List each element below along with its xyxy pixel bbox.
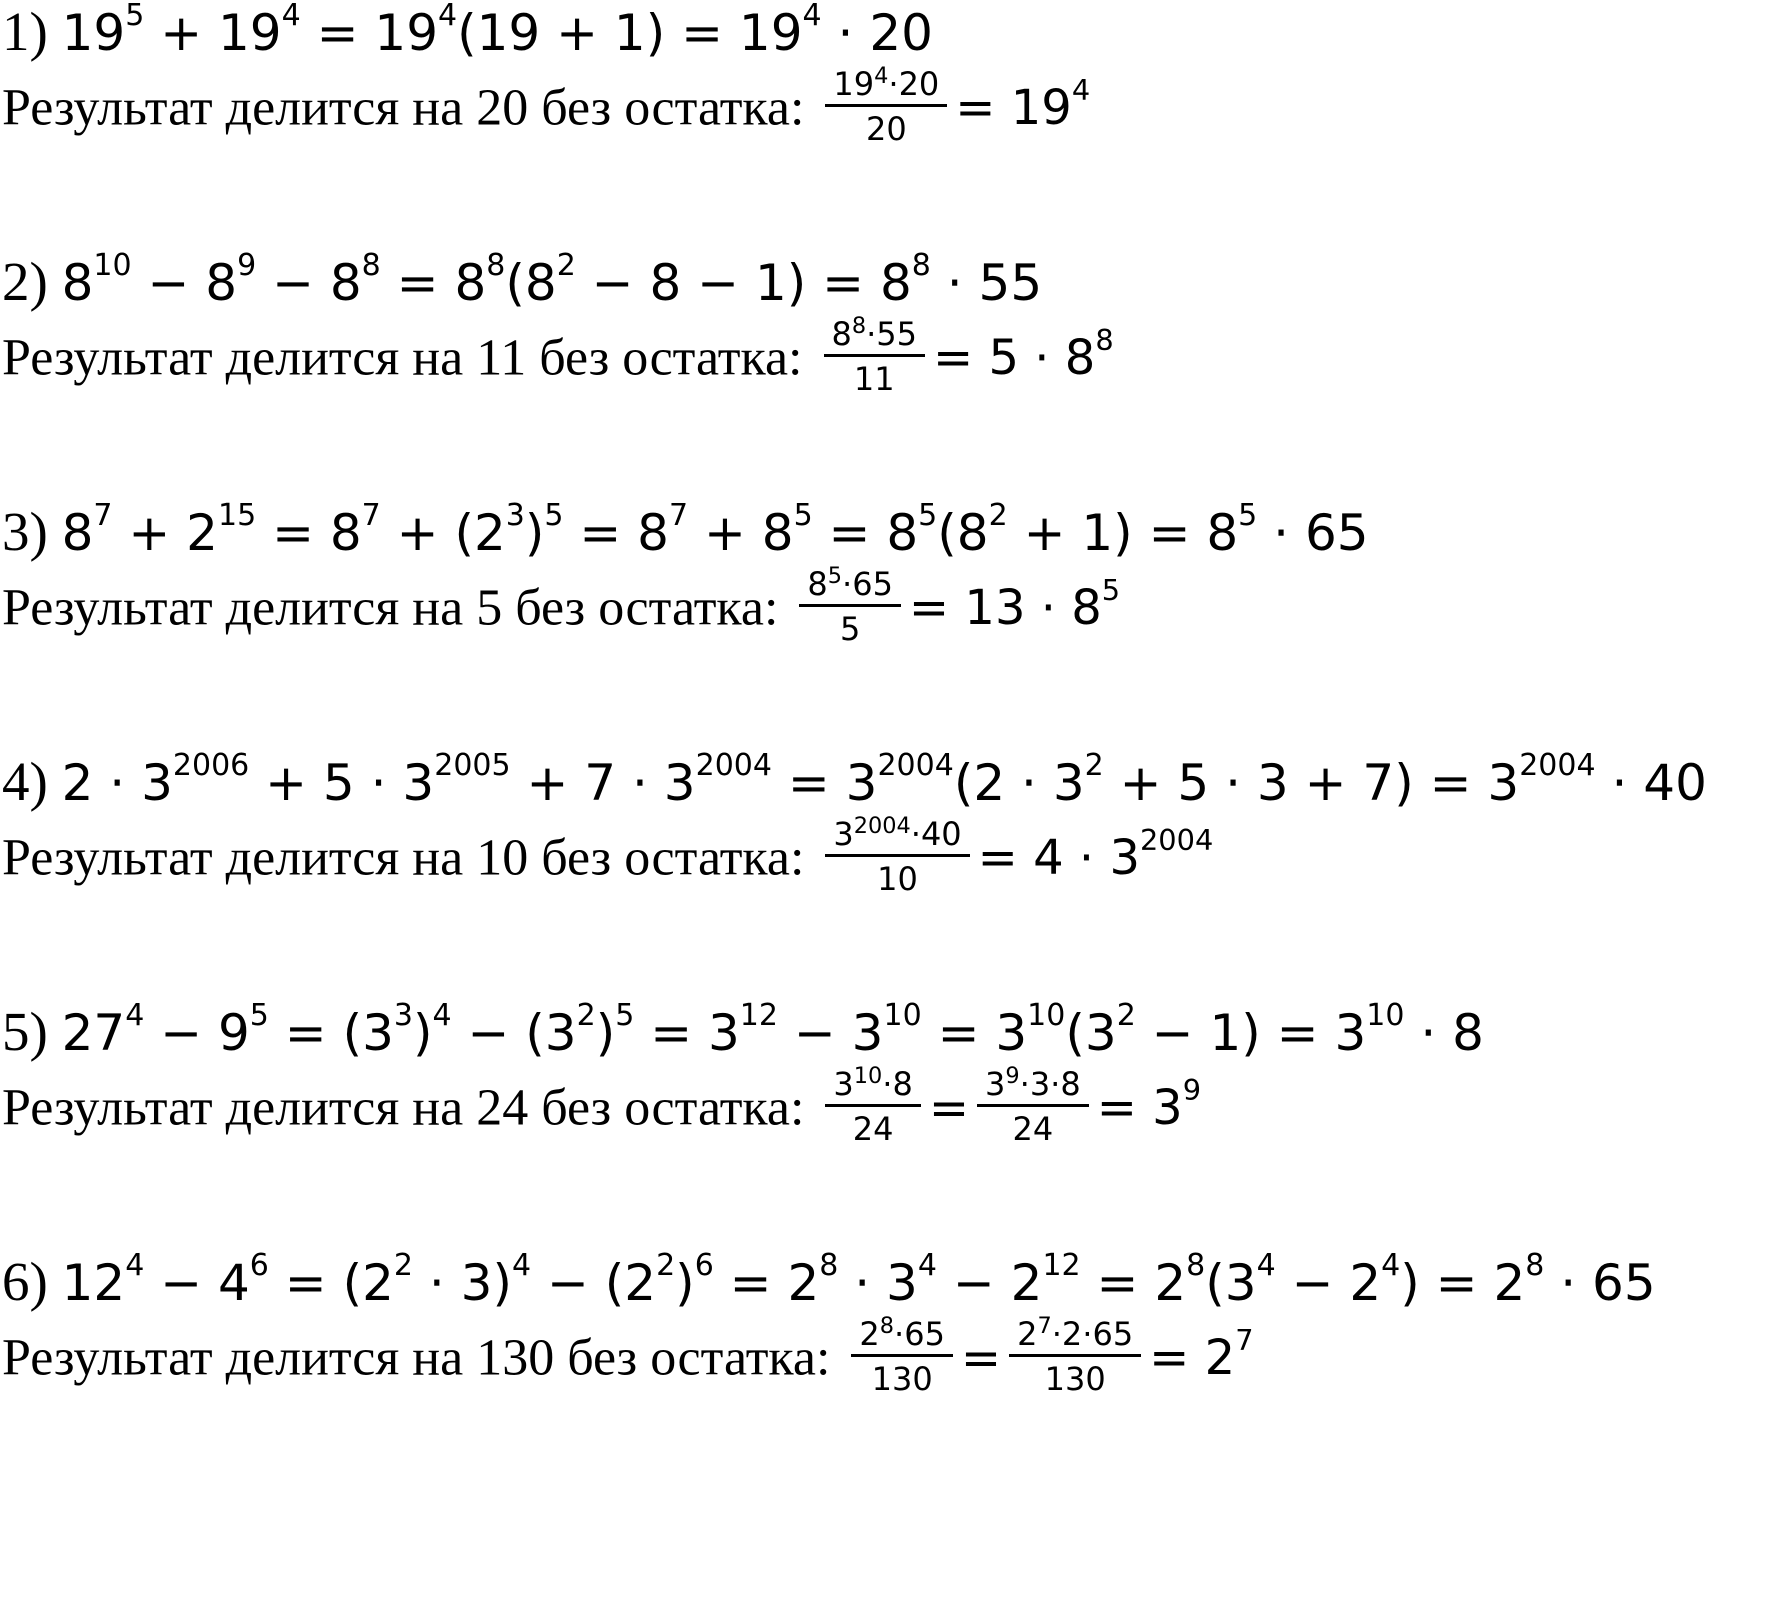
fraction	[825, 1062, 920, 1148]
result-value: = $4 \cdot 3^{2004}$	[977, 822, 1214, 887]
fraction-denominator: 5	[839, 610, 861, 648]
equation-expression: $19^5 + 19^4 = 19^4(19 + 1) = 19^4 \cdot 20$	[61, 0, 933, 62]
solution-item-5	[2, 997, 1782, 1240]
result-value: = $19^4$	[955, 72, 1091, 137]
item-number: 5)	[2, 1001, 62, 1062]
solution-item-2	[2, 247, 1782, 490]
equation-line	[2, 2, 933, 60]
item-number: 2)	[2, 251, 62, 312]
fraction-denominator: 10	[877, 860, 918, 898]
result-line	[2, 62, 1091, 151]
equation-expression: $2 \cdot 3^{2006} + 5 \cdot 3^{2005} + 7 \cdot 3^{2004} = 3^{2004}(2 \cdot 3^2 + 5 \cdot 3 + 7) = 3^{2004} \cdot 40$	[61, 747, 1707, 812]
result-value: = $13 \cdot 8^5$	[908, 572, 1121, 637]
solution-item-3	[2, 497, 1782, 740]
result-text: Результат делится на 24 без остатка:	[2, 1079, 818, 1137]
result-text: Результат делится на 11 без остатка:	[2, 329, 816, 387]
fraction-numerator: $8^8\cdot 55$	[824, 318, 926, 357]
fraction-denominator: 11	[853, 360, 895, 398]
fraction	[799, 562, 901, 648]
solution-item-4	[2, 747, 1782, 990]
fraction-numerator: $3^{10}\cdot 8$	[825, 1068, 920, 1107]
fraction-denominator: 24	[1012, 1110, 1054, 1148]
fraction-numerator: $2^7\cdot 2\cdot 65$	[1009, 1318, 1141, 1357]
result-text: Результат делится на 5 без остатка:	[2, 579, 792, 637]
result-line	[2, 562, 1121, 651]
fraction	[851, 1312, 953, 1398]
result-text: Результат делится на 20 без остатка:	[2, 79, 818, 137]
equation-line	[2, 497, 1369, 562]
equation-expression: $8^7 + 2^{15} = 8^7 + (2^3)^5 = 8^7 + 8^5 = 8^5(8^2 + 1) = 8^5 \cdot 65$	[61, 497, 1369, 562]
fraction	[824, 312, 926, 398]
result-line	[2, 812, 1214, 901]
result-text: Результат делится на 130 без остатка:	[2, 1329, 844, 1387]
equation-expression: $27^4 - 9^5 = (3^3)^4 - (3^2)^5 = 3^{12} - 3^{10} = 3^{10}(3^2 - 1) = 3^{10} \cdot 8$	[61, 997, 1484, 1062]
fraction-denominator: 24	[852, 1110, 894, 1148]
equals-sign: =	[960, 1330, 1002, 1387]
fraction-denominator: 130	[871, 1360, 933, 1398]
fraction-numerator: $19^4\cdot 20$	[825, 68, 947, 107]
fraction-numerator: $2^8\cdot 65$	[851, 1318, 953, 1357]
solution-item-6	[2, 1247, 1782, 1490]
equation-line	[2, 747, 1707, 812]
solution-item-1	[2, 0, 1782, 240]
equation-line	[2, 1247, 1656, 1312]
result-line	[2, 1062, 1202, 1151]
equation-expression: $12^4 - 4^6 = (2^2 \cdot 3)^4 - (2^2)^6 = 2^8 \cdot 3^4 - 2^{12} = 2^8(3^4 - 2^4) = 2^8 \cdot 65$	[61, 1247, 1656, 1312]
fraction	[825, 812, 969, 898]
equation-line	[2, 997, 1484, 1062]
fraction	[825, 62, 947, 148]
item-number: 6)	[2, 1251, 62, 1312]
fraction-numerator: $8^5\cdot 65$	[799, 568, 901, 607]
fraction-denominator: 130	[1044, 1360, 1106, 1398]
item-number: 3)	[2, 501, 62, 562]
item-number: 4)	[2, 751, 62, 812]
result-line	[2, 312, 1114, 401]
result-value: = $5 \cdot 8^8$	[933, 322, 1114, 387]
result-value: = $2^7$	[1149, 1322, 1254, 1387]
equation-expression: $8^{10} - 8^9 - 8^8 = 8^8(8^2 - 8 - 1) = 8^8 \cdot 55$	[61, 247, 1043, 312]
result-line	[2, 1312, 1254, 1401]
fraction-numerator: $3^{2004}\cdot 40$	[825, 818, 969, 857]
fraction	[977, 1062, 1089, 1148]
equation-line	[2, 247, 1043, 312]
fraction	[1009, 1312, 1141, 1398]
equals-sign: =	[928, 1080, 970, 1137]
fraction-denominator: 20	[865, 110, 907, 148]
result-value: = $3^9$	[1096, 1072, 1202, 1137]
result-text: Результат делится на 10 без остатка:	[2, 829, 818, 887]
fraction-numerator: $3^9\cdot 3\cdot 8$	[977, 1068, 1089, 1107]
item-number: 1)	[2, 1, 62, 62]
